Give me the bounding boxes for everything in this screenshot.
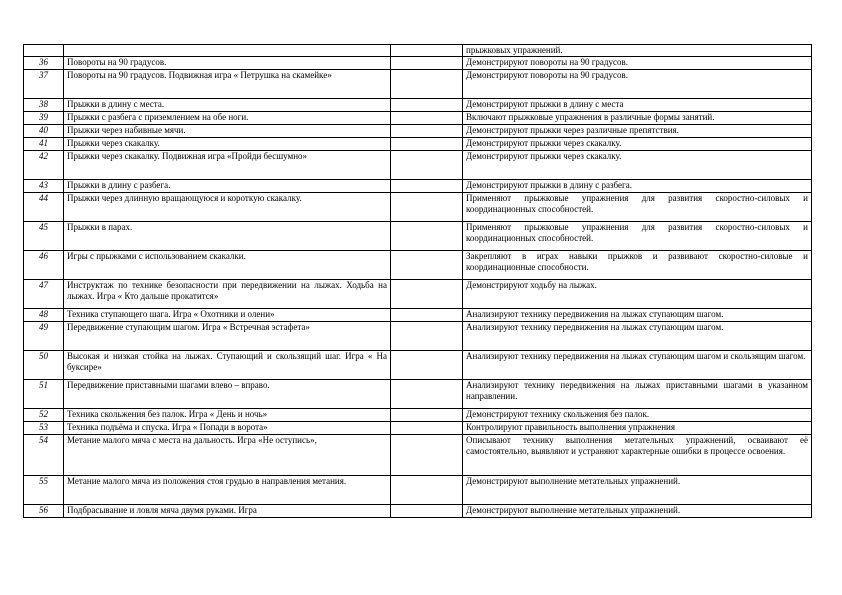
empty-cell [391, 435, 463, 476]
lesson-topic [64, 45, 391, 57]
lesson-plan-table [23, 44, 812, 518]
student-activity: Анализируют технику передвижения на лыжах ступающим шагом. [463, 309, 812, 322]
lesson-number: 50 [24, 351, 64, 380]
lesson-number: 52 [24, 409, 64, 422]
lesson-number [24, 45, 64, 57]
student-activity: Демонстрируют прыжки через скакалку. [463, 138, 812, 151]
empty-cell [391, 351, 463, 380]
lesson-number: 40 [24, 125, 64, 138]
student-activity: Применяют прыжковые упражнения для развития скоростно-силовых и координационных способностей. [463, 193, 812, 222]
lesson-topic: Метание малого мяча с места на дальность. Игра «Не оступись», [64, 435, 391, 476]
student-activity: Демонстрируют выполнение метательных упражнений. [463, 476, 812, 505]
table-row [24, 251, 812, 280]
lesson-number: 36 [24, 57, 64, 70]
student-activity: Применяют прыжковые упражнения для развития скоростно-силовых и координационных способностей. [463, 222, 812, 251]
student-activity: Демонстрируют повороты на 90 градусов. [463, 57, 812, 70]
lesson-number: 53 [24, 422, 64, 435]
lesson-number: 47 [24, 280, 64, 309]
table-row [24, 409, 812, 422]
empty-cell [391, 476, 463, 505]
student-activity: Анализируют технику передвижения на лыжах ступающим шагом. [463, 322, 812, 351]
empty-cell [391, 57, 463, 70]
lesson-topic: Прыжки через набивные мячи. [64, 125, 391, 138]
student-activity: Описывают технику выполнения метательных упражнений, осваивают её самостоятельно, выявляют и устраняют характерные ошибки в процессе освоения. [463, 435, 812, 476]
empty-cell [391, 322, 463, 351]
lesson-number: 49 [24, 322, 64, 351]
lesson-number: 42 [24, 151, 64, 180]
empty-cell [391, 180, 463, 193]
table-row [24, 180, 812, 193]
lesson-number: 39 [24, 112, 64, 125]
table-row [24, 138, 812, 151]
student-activity: Демонстрируют повороты на 90 градусов. [463, 70, 812, 99]
lesson-number: 45 [24, 222, 64, 251]
lesson-topic: Повороты на 90 градусов. [64, 57, 391, 70]
student-activity: Анализируют технику передвижения на лыжах ступающим шагом и скользящим шагом. [463, 351, 812, 380]
lesson-topic: Техника ступающего шага. Игра « Охотники и олени» [64, 309, 391, 322]
lesson-topic: Техника скольжения без палок. Игра « День и ночь» [64, 409, 391, 422]
student-activity: Демонстрируют технику скольжения без палок. [463, 409, 812, 422]
table-row [24, 505, 812, 518]
student-activity: Демонстрируют прыжки через скакалку. [463, 151, 812, 180]
empty-cell [391, 193, 463, 222]
table-row [24, 45, 812, 57]
student-activity: Демонстрируют прыжки через различные препятствия. [463, 125, 812, 138]
lesson-number: 51 [24, 380, 64, 409]
lesson-number: 38 [24, 99, 64, 112]
lesson-topic: Прыжки через длинную вращающуюся и короткую скакалку. [64, 193, 391, 222]
table-row [24, 112, 812, 125]
lesson-topic: Метание малого мяча из положения стоя грудью в направления метания. [64, 476, 391, 505]
empty-cell [391, 99, 463, 112]
lesson-topic: Прыжки в длину с разбега. [64, 180, 391, 193]
empty-cell [391, 422, 463, 435]
lesson-topic: Прыжки с разбега с приземлением на обе ноги. [64, 112, 391, 125]
empty-cell [391, 138, 463, 151]
table-row [24, 193, 812, 222]
lesson-topic: Техника подъёма и спуска. Игра « Попади в ворота» [64, 422, 391, 435]
lesson-topic: Прыжки через скакалку. Подвижная игра «Пройди бесшумно» [64, 151, 391, 180]
table-row [24, 380, 812, 409]
empty-cell [391, 70, 463, 99]
lesson-number: 48 [24, 309, 64, 322]
table-row [24, 435, 812, 476]
table-row [24, 322, 812, 351]
lesson-topic: Повороты на 90 градусов. Подвижная игра « Петрушка на скамейке» [64, 70, 391, 99]
lesson-number: 41 [24, 138, 64, 151]
lesson-topic: Прыжки через скакалку. [64, 138, 391, 151]
lesson-topic: Передвижение ступающим шагом. Игра « Встречная эстафета» [64, 322, 391, 351]
table-row [24, 151, 812, 180]
empty-cell [391, 125, 463, 138]
lesson-topic: Инструктаж по технике безопасности при передвижении на лыжах. Ходьба на лыжах. Игра « Кто дальше прокатится» [64, 280, 391, 309]
table-row [24, 222, 812, 251]
student-activity: Закрепляют в играх навыки прыжков и развивают скоростно-силовые и координационные способности. [463, 251, 812, 280]
student-activity: Демонстрируют ходьбу на лыжах. [463, 280, 812, 309]
table-row [24, 351, 812, 380]
lesson-topic: Подбрасывание и ловля мяча двумя руками. Игра [64, 505, 391, 518]
empty-cell [391, 280, 463, 309]
empty-cell [391, 151, 463, 180]
student-activity: прыжковых упражнений. [463, 45, 812, 57]
lesson-topic: Игры с прыжками с использованием скакалки. [64, 251, 391, 280]
table-row [24, 422, 812, 435]
lesson-number: 43 [24, 180, 64, 193]
empty-cell [391, 45, 463, 57]
empty-cell [391, 309, 463, 322]
empty-cell [391, 251, 463, 280]
student-activity: Демонстрируют прыжки в длину с разбега. [463, 180, 812, 193]
student-activity: Анализируют технику передвижения на лыжах приставными шагами в указанном направлении. [463, 380, 812, 409]
empty-cell [391, 222, 463, 251]
empty-cell [391, 112, 463, 125]
student-activity: Включают прыжковые упражнения в различные формы занятий. [463, 112, 812, 125]
empty-cell [391, 409, 463, 422]
table-row [24, 476, 812, 505]
lesson-number: 37 [24, 70, 64, 99]
lesson-number: 44 [24, 193, 64, 222]
empty-cell [391, 505, 463, 518]
table-row [24, 280, 812, 309]
table-row [24, 99, 812, 112]
lesson-number: 46 [24, 251, 64, 280]
student-activity: Контролируют правильность выполнения упражнения [463, 422, 812, 435]
student-activity: Демонстрируют прыжки в длину с места [463, 99, 812, 112]
lesson-number: 55 [24, 476, 64, 505]
empty-cell [391, 380, 463, 409]
table-row [24, 70, 812, 99]
lesson-topic: Прыжки в парах. [64, 222, 391, 251]
table-row [24, 125, 812, 138]
table-row [24, 57, 812, 70]
lesson-number: 54 [24, 435, 64, 476]
table-row [24, 309, 812, 322]
lesson-topic: Прыжки в длину с места. [64, 99, 391, 112]
lesson-topic: Передвижение приставными шагами влево – вправо. [64, 380, 391, 409]
lesson-topic: Высокая и низкая стойка на лыжах. Ступающий и скользящий шаг. Игра « На буксире» [64, 351, 391, 380]
lesson-number: 56 [24, 505, 64, 518]
student-activity: Демонстрируют выполнение метательных упражнений. [463, 505, 812, 518]
